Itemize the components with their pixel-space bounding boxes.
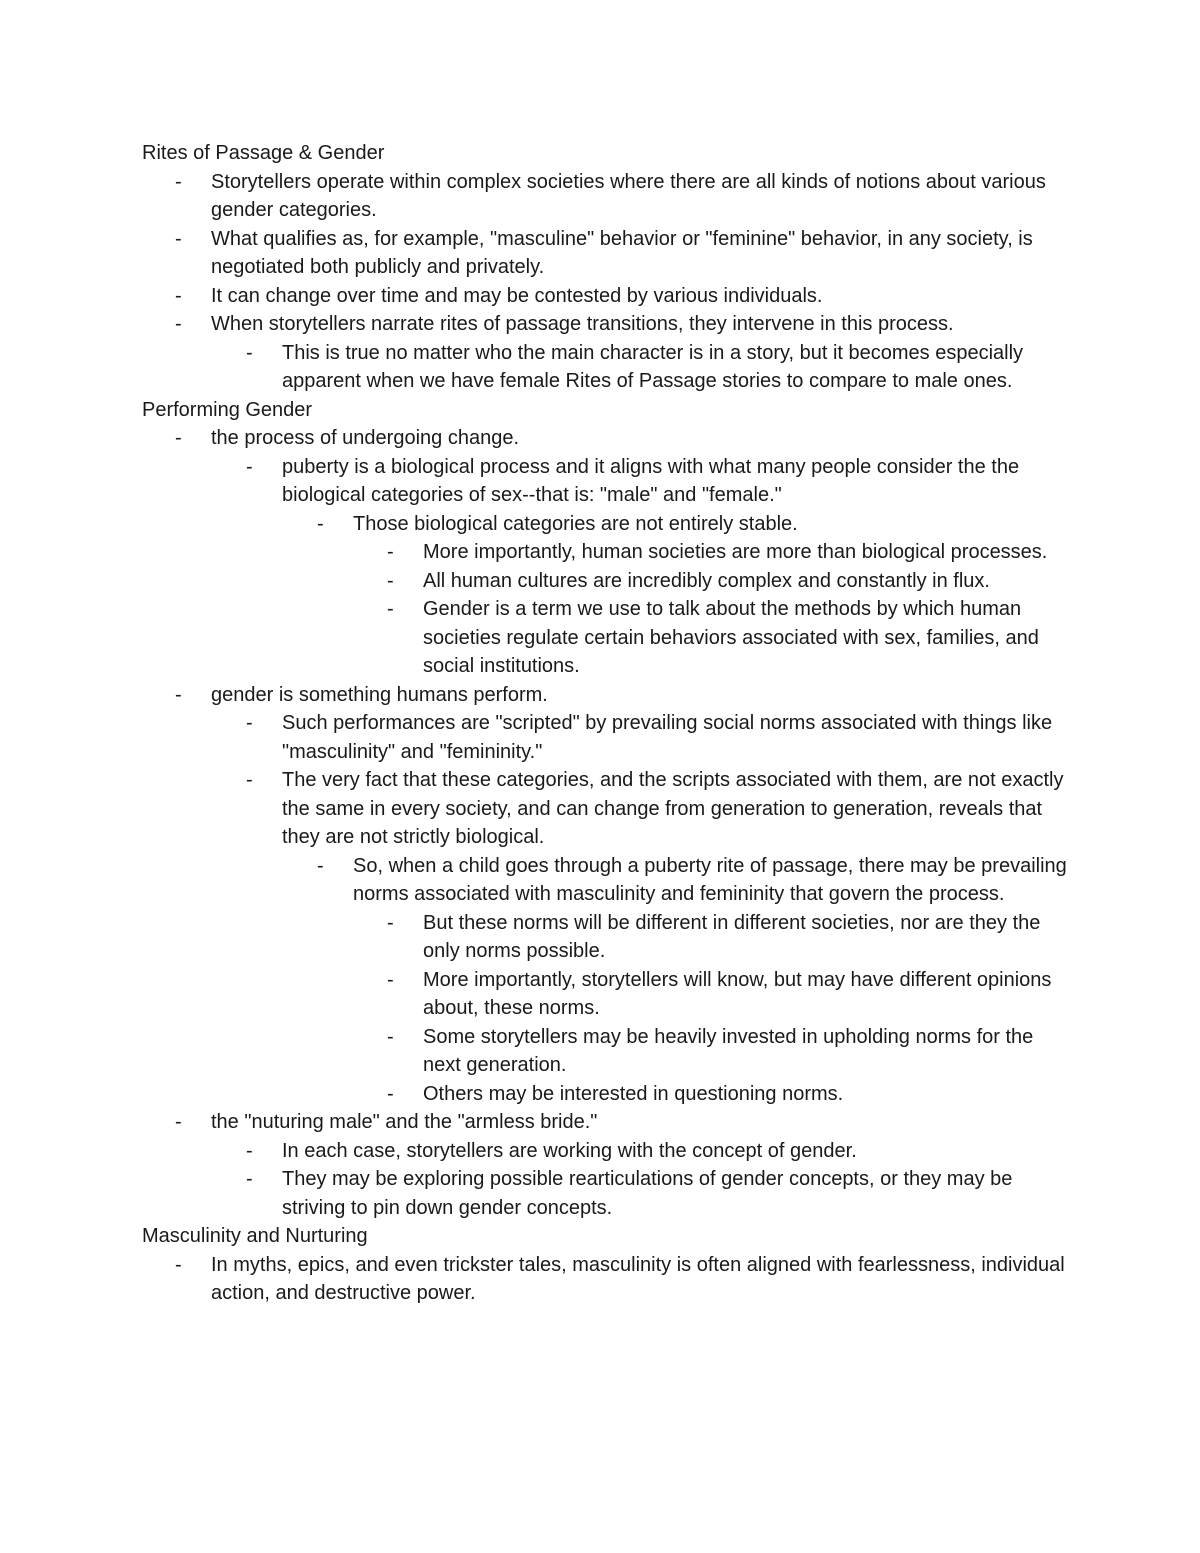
list-item-text: Gender is a term we use to talk about the methods by which human societies regulate certain behaviors associated with sex, families, and social institutions. — [423, 598, 1039, 677]
list-item-text: Others may be interested in questioning norms. — [423, 1082, 844, 1105]
list-item — [142, 538, 1072, 567]
section-heading: Rites of Passage & Gender — [142, 142, 385, 164]
document-body — [142, 139, 1072, 1308]
bullet-dash: - — [246, 712, 253, 734]
bullet-dash: - — [387, 968, 394, 991]
section-heading: Masculinity and Nurturing — [142, 1225, 368, 1247]
list-item-text: When storytellers narrate rites of passage transitions, they intervene in this process. — [211, 313, 954, 335]
bullet-dash: - — [246, 769, 253, 791]
list-item-text: All human cultures are incredibly complex and constantly in flux. — [423, 569, 990, 592]
list-item-text: This is true no matter who the main character is in a story, but it becomes especially apparent when we have female Rites of Passage stories to compare to male ones. — [282, 341, 1024, 392]
bullet-dash: - — [175, 427, 182, 449]
bullet-dash: - — [175, 1253, 182, 1276]
bullet-dash: - — [387, 1082, 394, 1105]
list-item-text: It can change over time and may be contested by various individuals. — [211, 284, 823, 307]
bullet-dash: - — [246, 1139, 253, 1162]
list-item — [142, 766, 1072, 852]
list-item — [142, 1080, 1072, 1109]
list-item — [142, 1108, 1072, 1137]
list-item — [142, 966, 1072, 1023]
bullet-dash: - — [317, 512, 324, 535]
list-item — [142, 424, 1072, 453]
list-item-text: What qualifies as, for example, "masculine" behavior or "feminine" behavior, in any society, is negotiated both publicly and privately. — [211, 227, 1033, 278]
bullet-dash: - — [317, 854, 324, 877]
list-item — [142, 1023, 1072, 1080]
bullet-dash: - — [387, 598, 394, 620]
list-item-text: the process of undergoing change. — [211, 427, 519, 449]
list-item-text: So, when a child goes through a puberty rite of passage, there may be prevailing norms associated with masculinity and femininity that govern the process. — [353, 854, 1067, 905]
list-item-text: Such performances are "scripted" by prevailing social norms associated with things like "masculinity" and "femininity." — [282, 712, 1053, 763]
list-item-text: In each case, storytellers are working with the concept of gender. — [282, 1139, 857, 1162]
section-heading: Performing Gender — [142, 398, 313, 421]
list-item-text: The very fact that these categories, and the scripts associated with them, are not exactly the same in every society, and can change from generation to generation, reveals that they are not strictly biological. — [282, 769, 1064, 848]
bullet-dash: - — [246, 1168, 253, 1190]
bullet-dash: - — [387, 911, 394, 934]
list-item-text: In myths, epics, and even trickster tales, masculinity is often aligned with fearlessness, individual action, and destructive power. — [211, 1253, 1065, 1304]
bullet-dash: - — [175, 170, 182, 193]
bullet-dash: - — [246, 455, 253, 478]
list-item-text: puberty is a biological process and it aligns with what many people consider the the biological categories of sex--that is: "male" and "female." — [282, 455, 1020, 506]
list-item — [142, 168, 1072, 225]
list-item — [142, 909, 1072, 966]
list-item — [142, 681, 1072, 710]
list-item-text: Those biological categories are not entirely stable. — [353, 512, 798, 535]
list-item — [142, 453, 1072, 510]
bullet-dash: - — [387, 569, 394, 592]
bullet-dash: - — [175, 227, 182, 250]
list-item-text: Storytellers operate within complex societies where there are all kinds of notions about various gender categories. — [211, 170, 1046, 221]
list-item — [142, 225, 1072, 282]
bullet-dash: - — [175, 1111, 182, 1133]
list-item-text: Some storytellers may be heavily invested in upholding norms for the next generation. — [423, 1025, 1034, 1076]
list-item-text: More importantly, human societies are more than biological processes. — [423, 541, 1048, 563]
list-item — [142, 852, 1072, 909]
bullet-dash: - — [175, 313, 182, 335]
bullet-dash: - — [246, 341, 253, 364]
list-item — [142, 1137, 1072, 1166]
list-item-text: They may be exploring possible rearticulations of gender concepts, or they may be striving to pin down gender concepts. — [282, 1168, 1013, 1219]
list-item-text: the "nuturing male" and the "armless bride." — [211, 1111, 598, 1133]
list-item — [142, 1251, 1072, 1308]
bullet-dash: - — [387, 541, 394, 563]
list-item — [142, 595, 1072, 681]
list-item — [142, 567, 1072, 596]
bullet-dash: - — [387, 1025, 394, 1048]
list-item — [142, 339, 1072, 396]
list-item — [142, 282, 1072, 311]
list-item-text: But these norms will be different in different societies, nor are they the only norms possible. — [423, 911, 1041, 962]
list-item — [142, 510, 1072, 539]
bullet-dash: - — [175, 284, 182, 307]
list-item — [142, 709, 1072, 766]
bullet-dash: - — [175, 683, 182, 706]
list-item — [142, 310, 1072, 339]
list-item — [142, 1165, 1072, 1222]
list-item-text: gender is something humans perform. — [211, 683, 548, 706]
list-item-text: More importantly, storytellers will know, but may have different opinions about, these norms. — [423, 968, 1052, 1019]
